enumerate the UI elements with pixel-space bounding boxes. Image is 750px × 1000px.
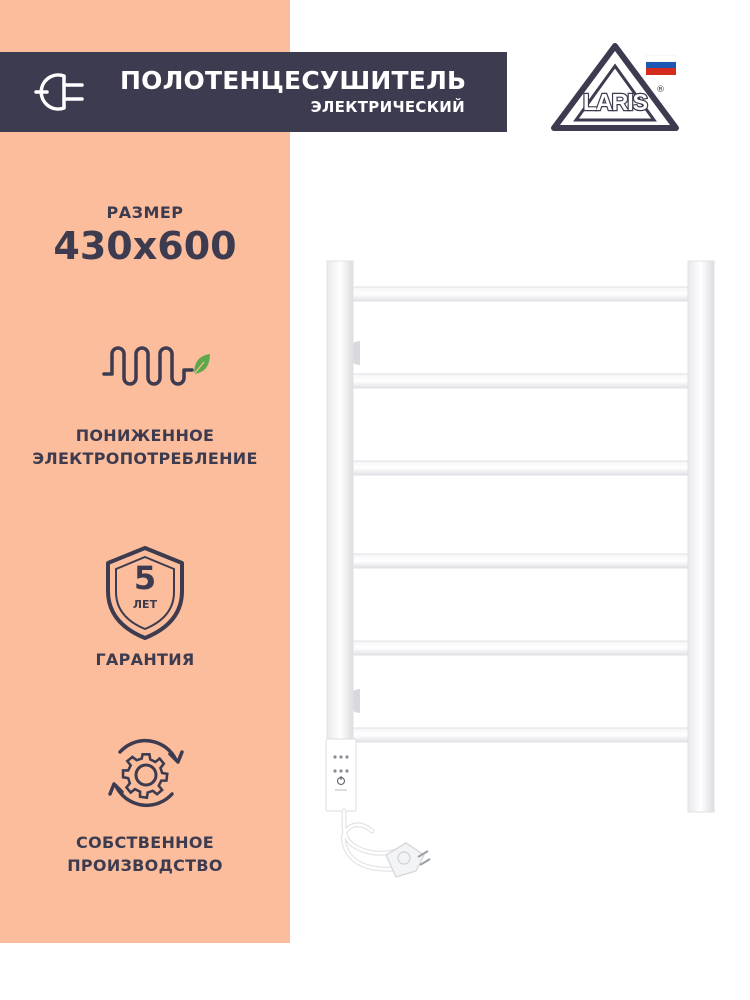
gear-cycle-icon bbox=[100, 730, 192, 816]
feature-low-power-line1: ПОНИЖЕННОЕ bbox=[75, 426, 215, 445]
towel-rail-product-image bbox=[320, 255, 720, 895]
plug-icon bbox=[34, 68, 94, 116]
warranty-years-unit: ЛЕТ bbox=[132, 598, 158, 611]
feature-production-line2: ПРОИЗВОДСТВО bbox=[67, 856, 223, 875]
size-value: 430x600 bbox=[53, 224, 237, 268]
feature-low-power-line2: ЭЛЕКТРОПОТРЕБЛЕНИЕ bbox=[32, 449, 258, 468]
russia-flag-icon bbox=[646, 55, 676, 75]
product-subtitle: ЭЛЕКТРИЧЕСКИЙ bbox=[310, 98, 465, 116]
heating-element-leaf-icon bbox=[102, 340, 212, 390]
registered-mark: ® bbox=[656, 85, 665, 95]
brand-logo-text: LARIS bbox=[583, 89, 647, 115]
warranty-years-number: 5 bbox=[133, 559, 157, 597]
feature-production-line1: СОБСТВЕННОЕ bbox=[76, 833, 214, 852]
product-title: ПОЛОТЕНЦЕСУШИТЕЛЬ bbox=[120, 66, 467, 95]
size-label: РАЗМЕР bbox=[106, 203, 184, 222]
feature-warranty-label: ГАРАНТИЯ bbox=[95, 650, 195, 669]
